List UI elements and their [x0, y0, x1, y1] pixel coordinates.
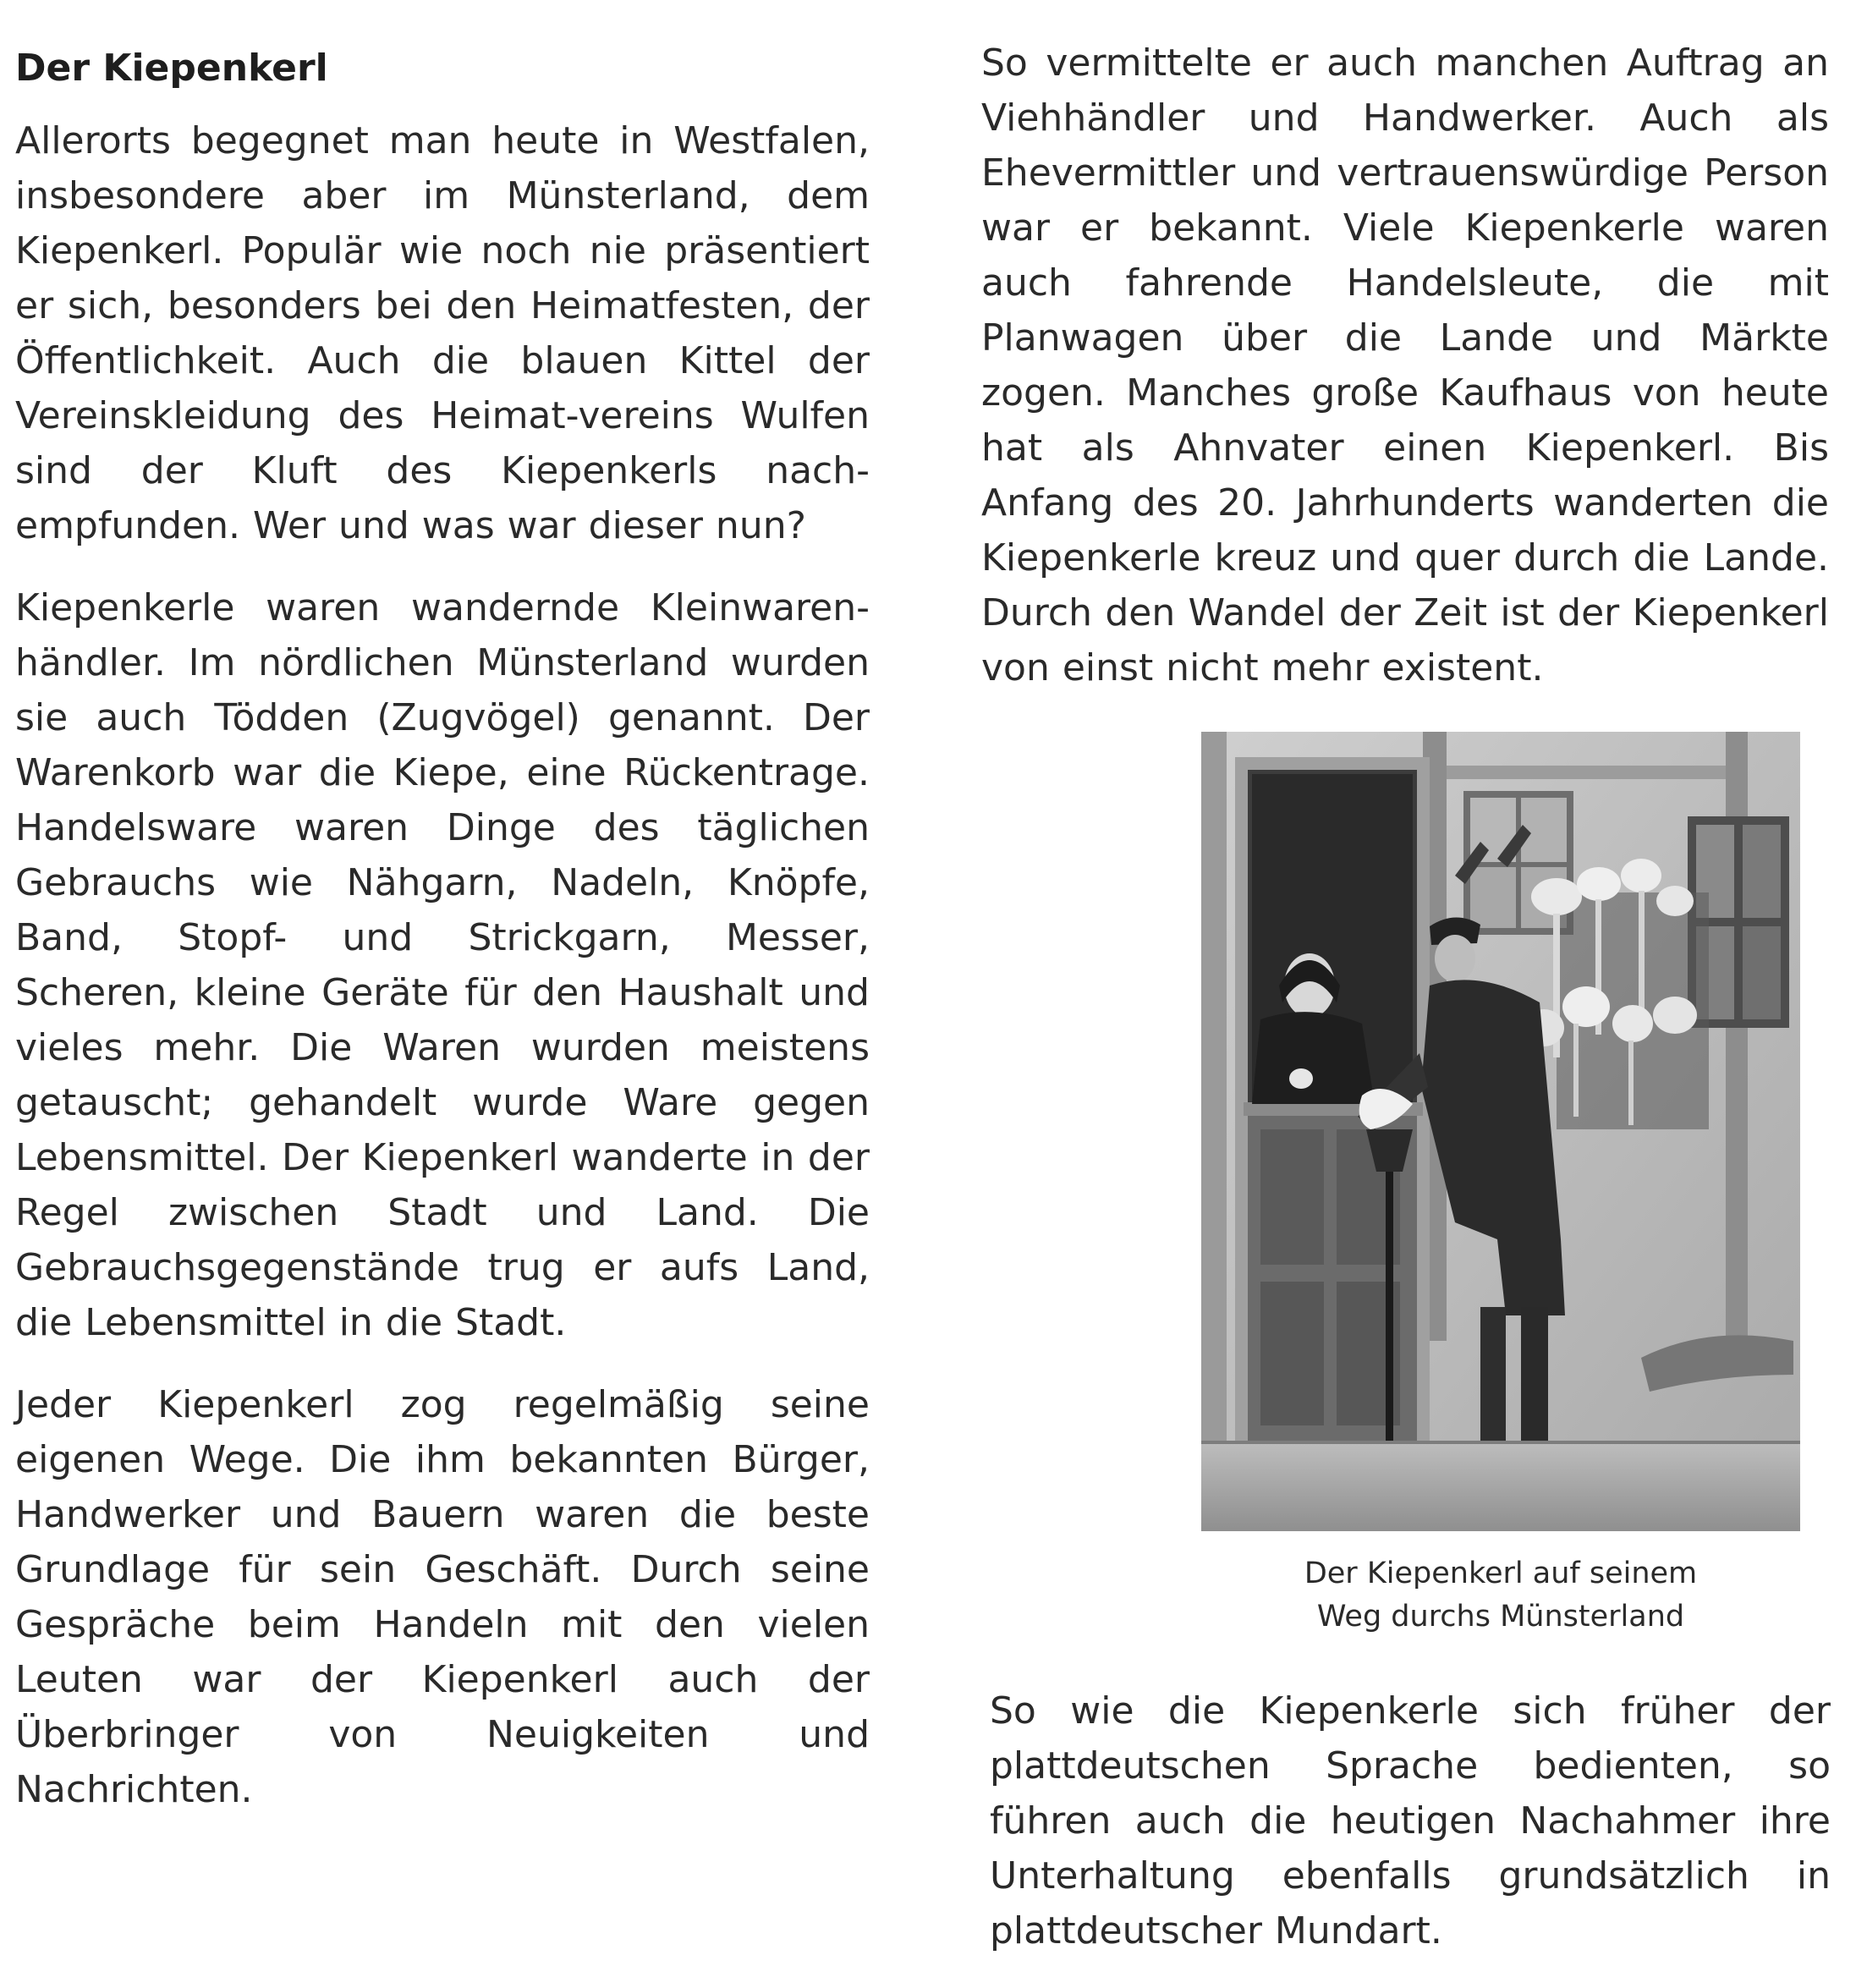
right-column-top: [981, 36, 1829, 695]
paragraph-mediator: So vermittelte er auch manchen Auftrag an Viehhändler und Handwerker. Auch als Ehevermittler und vertrauenswürdige Person war er bekannt. Viele Kiepenkerle waren auch fahrende Handelsleute, die mit Planwagen über die Lande und Märkte zogen. Manches große Kaufhaus von heute hat als Ahnvater einen Kiepenkerl. Bis Anfang des 20. Jahrhunderts wanderten die Kiepenkerle kreuz und quer durch die Lande. Durch den Wandel der Zeit ist der Kiepenkerl von einst nicht mehr existent.: [981, 41, 1829, 689]
caption-line-1: Der Kiepenkerl auf seinem: [1304, 1557, 1698, 1590]
left-column: [15, 41, 870, 1817]
article-title: Der Kiepenkerl: [15, 47, 328, 90]
paragraph-routes: Jeder Kiepenkerl zog regelmäßig seine eigenen Wege. Die ihm bekannten Bürger, Handwerker und Bauern waren die beste Grundlage für sein Geschäft. Durch seine Gespräche beim Handeln mit den vielen Leuten war der Kiepenkerl auch der Überbringer von Neuigkeiten und Nachrichten.: [15, 1383, 870, 1811]
right-column-bottom: [990, 1683, 1831, 1958]
paragraph-intro: Allerorts begegnet man heute in Westfalen, insbesondere aber im Münsterland, dem Kiepenkerl. Populär wie noch nie präsentiert er sich, besonders bei den Heimatfesten, der Öffentlichkeit. Auch die blauen Kittel der Vereinskleidung des Heimat-vereins Wulfen sind der Kluft des Kiepenkerls nach-empfunden. Wer und was war dieser nun?: [15, 119, 870, 547]
caption-line-2: Weg durchs Münsterland: [1316, 1600, 1685, 1634]
paragraph-merchants: Kiepenkerle waren wandernde Kleinwaren-händler. Im nördlichen Münsterland wurden sie auch Tödden (Zugvögel) genannt. Der Warenkorb war die Kiepe, eine Rückentrage. Handelsware waren Dinge des täglichen Gebrauchs wie Nähgarn, Nadeln, Knöpfe, Band, Stopf- und Strickgarn, Messer, Scheren, kleine Geräte für den Haushalt und vieles mehr. Die Waren wurden meistens getauscht; gehandelt wurde Ware gegen Lebensmittel. Der Kiepenkerl wanderte in der Regel zwischen Stadt und Land. Die Gebrauchsgegenstände trug er aufs Land, die Lebensmittel in die Stadt.: [15, 586, 870, 1344]
kiepenkerl-photo: [1201, 732, 1800, 1531]
photo-caption: [1201, 1552, 1800, 1639]
paragraph-dialect: So wie die Kiepenkerle sich früher der plattdeutschen Sprache bedienten, so führen auch die heutigen Nachahmer ihre Unterhaltung ebenfalls grundsätzlich in plattdeutscher Mundart.: [990, 1689, 1831, 1952]
